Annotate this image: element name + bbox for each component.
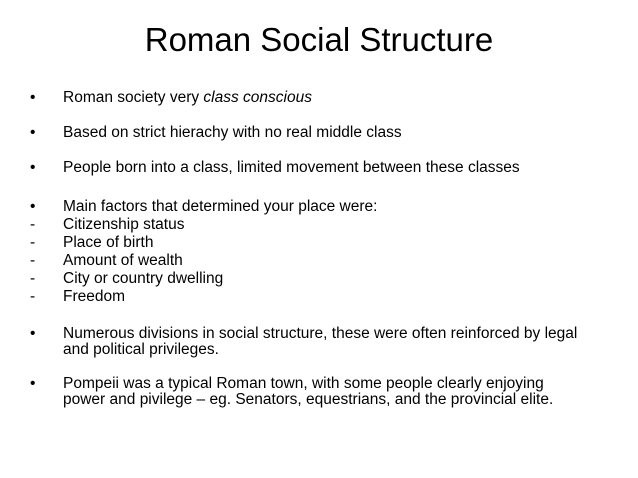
dash-text: City or country dwelling xyxy=(63,270,224,287)
bullet-text: People born into a class, limited movement between these classes xyxy=(63,159,520,176)
dash-text: Place of birth xyxy=(63,234,154,251)
bullet-marker: • xyxy=(30,198,36,215)
dash-text: Freedom xyxy=(63,288,126,305)
bullet-text-emphasis: class conscious xyxy=(203,89,312,106)
dash-marker: - xyxy=(30,216,36,233)
dash-text: Citizenship status xyxy=(63,216,185,233)
dash-marker: - xyxy=(30,270,36,287)
bullet-text: Main factors that determined your place were: xyxy=(63,198,378,215)
bullet-marker: • xyxy=(30,325,36,342)
dash-marker: - xyxy=(30,252,36,269)
bullet-marker: • xyxy=(30,375,36,392)
bullet-marker: • xyxy=(30,124,36,141)
bullet-marker: • xyxy=(30,89,36,106)
bullet-text-line: and political privileges. xyxy=(63,341,219,358)
dash-marker: - xyxy=(30,288,36,305)
bullet-marker: • xyxy=(30,159,36,176)
dash-marker: - xyxy=(30,234,36,251)
slide-title: Roman Social Structure xyxy=(144,21,494,58)
bullet-text xyxy=(63,89,608,106)
bullet-text-line: power and pivilege – eg. Senators, equestrians, and the provincial elite. xyxy=(63,391,554,408)
dash-text: Amount of wealth xyxy=(63,252,183,269)
bullet-text: Based on strict hierachy with no real middle class xyxy=(63,124,402,141)
bullet-text-line: Pompeii was a typical Roman town, with some people clearly enjoying xyxy=(63,375,544,392)
bullet-text-prefix: Roman society very xyxy=(63,89,204,106)
bullet-text-line: Numerous divisions in social structure, these were often reinforced by legal xyxy=(63,325,578,342)
